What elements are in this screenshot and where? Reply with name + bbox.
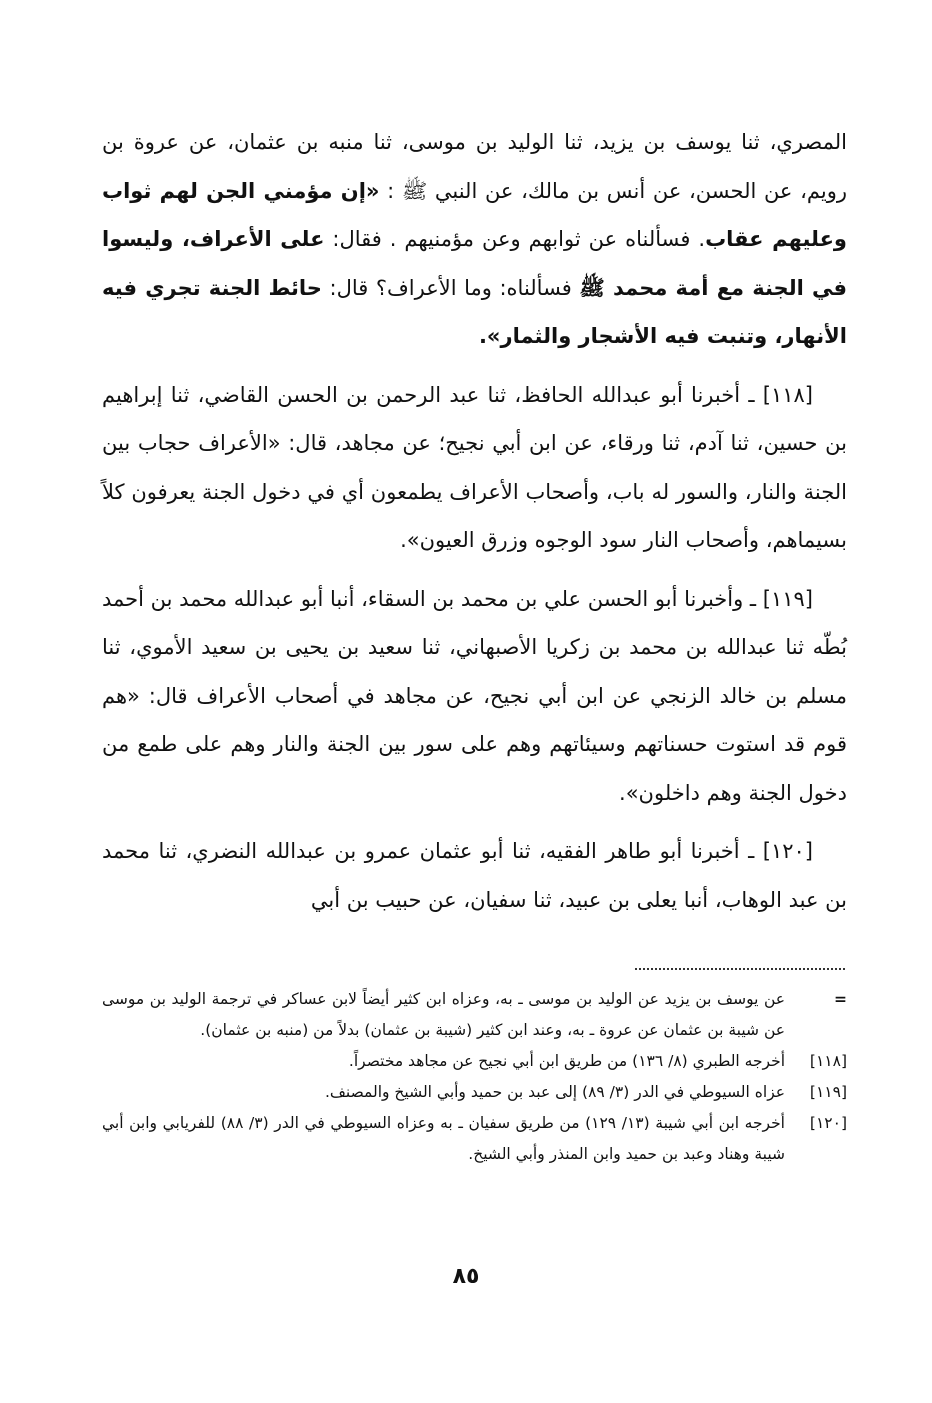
- paragraph-text: [١١٩] ـ وأخبرنا أبو الحسن علي بن محمد بن السقاء، أنبا أبو عبدالله محمد بن أحمد بُطّه ثنا عبدالله بن محمد بن زكريا الأصبهاني، ثنا سعيد بن يحيى بن سعيد الأموي، ثنا مسلم بن خالد الزنجي عن ابن أبي نجيح، عن مجاهد في أصحاب الأعراف قال: «هم قوم قد استوت حسناتهم وسيئاتهم وهم على سور بين الجنة والنار وهم على طمع من دخول الجنة وهم داخلون».: [102, 586, 847, 805]
- paragraph-text: [١١٨] ـ أخبرنا أبو عبدالله الحافظ، ثنا عبد الرحمن بن الحسن القاضي، ثنا إبراهيم بن حسين، ثنا آدم، ثنا ورقاء، عن ابن أبي نجيح؛ عن مجاهد، قال: «الأعراف حجاب بين الجنة والنار، والسور له باب، وأصحاب الأعراف يطمعون أي في دخول الجنة يعرفون كلاً بسيماهم، وأصحاب النار سود الوجوه وزرق العيون».: [102, 382, 847, 552]
- footnote-marker: =: [834, 990, 847, 1008]
- main-text-body: [102, 118, 847, 934]
- footnote-text: أخرجه الطبري (٨/ ١٣٦) من طريق ابن أبي نجيح عن مجاهد مختصراً.: [348, 1052, 785, 1070]
- text-segment: فسألناه: وما الأعراف؟ قال:: [321, 275, 580, 300]
- footnote-text: عن يوسف بن يزيد عن الوليد بن موسى ـ به، وعزاه ابن كثير أيضاً لابن عساكر في ترجمة الوليد بن موسى عن شيبة بن عثمان عن عروة ـ به، وعند ابن كثير (شيبة بن عثمان) بدلاً من (منبه بن عثمان).: [102, 990, 785, 1039]
- text-segment: . فسألناه عن ثوابهم وعن مؤمنيهم . فقال:: [324, 227, 706, 251]
- footnote-marker: [١١٨]: [809, 1052, 847, 1070]
- footnote-120: [102, 1108, 847, 1170]
- paragraph-119: [102, 575, 847, 818]
- footnotes-section: [102, 984, 847, 1170]
- hadith-quote-bold: حائط الجنة تجري فيه الأنهار، وتنبت فيه الأشجار والثمار».: [102, 275, 847, 348]
- paragraph-120: [102, 827, 847, 924]
- text-segment: المصري، ثنا يوسف بن يزيد، ثنا الوليد بن موسى، ثنا منبه بن عثمان، عن عروة بن رويم، عن الحسن، عن أنس بن مالك، عن النبي ﷺ :: [102, 130, 847, 203]
- footnote-text: أخرجه ابن أبي شيبة (١٣/ ١٢٩) من طريق سفيان ـ به وعزاه السيوطي في الدر (٣/ ٨٨) للفريابي وابن أبي شيبة وهناد وعبد بن حميد وابن المنذر وأبي الشيخ.: [102, 1114, 785, 1163]
- footnote-marker: [١١٩]: [809, 1083, 847, 1101]
- footnote-continuation: [102, 984, 847, 1046]
- footnote-separator: [635, 968, 845, 970]
- footnote-marker: [١٢٠]: [809, 1114, 847, 1132]
- paragraph-text: [١٢٠] ـ أخبرنا أبو طاهر الفقيه، ثنا أبو عثمان عمرو بن عبدالله النضري، ثنا محمد بن عبد الوهاب، أنبا يعلى بن عبيد، ثنا سفيان، عن حبيب بن أبي: [102, 839, 847, 912]
- footnote-text: عزاه السيوطي في الدر (٣/ ٨٩) إلى عبد بن حميد وأبي الشيخ والمصنف.: [324, 1083, 785, 1101]
- hadith-quote-bold: على الأعراف، وليسوا في الجنة مع أمة محمد ﷺ: [102, 227, 847, 300]
- footnote-119: [102, 1077, 847, 1108]
- paragraph-continuation: [102, 118, 847, 361]
- hadith-quote-bold: «إن مؤمني الجن لهم ثواب وعليهم عقاب: [102, 178, 847, 251]
- footnote-118: [102, 1046, 847, 1077]
- page-number: ٨٥: [452, 1264, 480, 1289]
- paragraph-118: [102, 371, 847, 565]
